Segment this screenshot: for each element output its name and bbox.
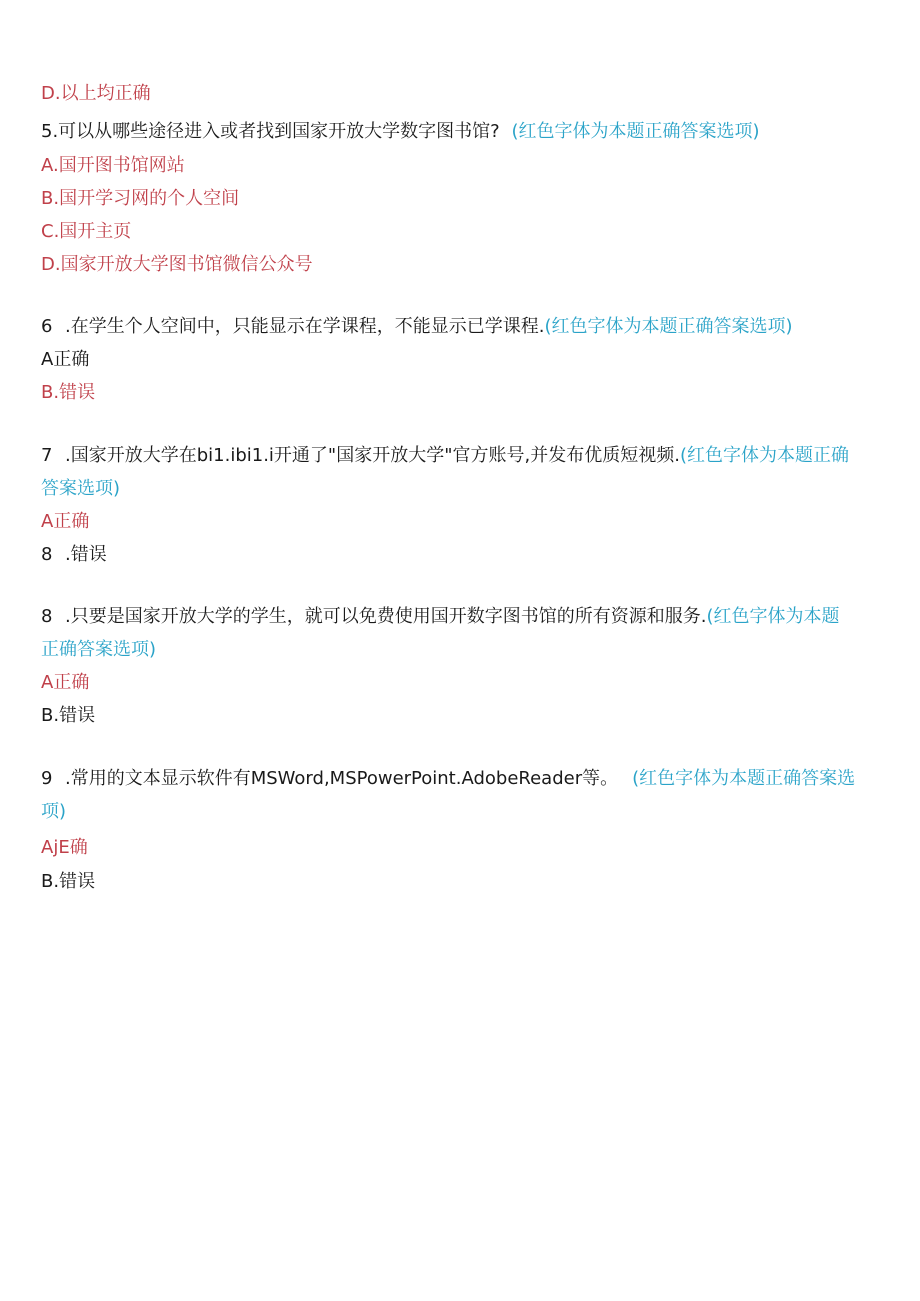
- q7-number: 7: [41, 445, 53, 466]
- q7-question: .国家开放大学在bi1.ibi1.i开通了"国家开放大学"官方账号,并发布优质短视频.: [65, 445, 680, 466]
- q9-hint-part1: (红色字体为本题正确答案选: [632, 768, 856, 789]
- q8-option-b: B.错误: [41, 705, 96, 726]
- q7-option-b-line: [41, 542, 107, 568]
- q9-question-line: [41, 766, 855, 792]
- q4-option-d: D.以上均正确: [41, 83, 151, 104]
- q7-question-line: [41, 443, 849, 469]
- q7-hint-part2: 答案选项): [41, 478, 121, 499]
- q9-number: 9: [41, 768, 53, 789]
- q5-option-c: C.国开主页: [41, 221, 132, 242]
- q9-question: .常用的文本显示软件有MSWord,MSPowerPoint.AdobeReader等。: [65, 768, 619, 789]
- q7-hint-part1: (红色字体为本题正确: [679, 445, 849, 466]
- q8-question: .只要是国家开放大学的学生，就可以免费使用国开数字图书馆的所有资源和服务.: [65, 606, 707, 627]
- q6-question: .在学生个人空间中，只能显示在学课程，不能显示已学课程.: [65, 316, 545, 337]
- q7-option-a: A正确: [41, 511, 90, 532]
- q7-option-b: .错误: [65, 544, 107, 565]
- q9-option-a: AjE确: [41, 837, 88, 858]
- q5-option-d: D.国家开放大学图书馆微信公众号: [41, 254, 313, 275]
- q5-hint: (红色字体为本题正确答案选项): [511, 121, 760, 142]
- q7-option-b-number: 8: [41, 544, 53, 565]
- q9-hint-part2: 项): [41, 801, 67, 822]
- q6-option-a: A正确: [41, 349, 90, 370]
- q5-question: 5.可以从哪些途径进入或者找到国家开放大学数字图书馆?: [41, 121, 500, 142]
- q8-hint-part2: 正确答案选项): [41, 639, 157, 660]
- q5-option-a: A.国开图书馆网站: [41, 155, 185, 176]
- q6-hint: (红色字体为本题正确答案选项): [544, 316, 793, 337]
- q9-option-b: B.错误: [41, 871, 96, 892]
- q8-question-line: [41, 604, 839, 630]
- q5-question-line: [41, 119, 760, 145]
- q8-hint-part1: (红色字体为本题: [706, 606, 840, 627]
- q6-question-line: [41, 314, 793, 340]
- q8-option-a: A正确: [41, 672, 90, 693]
- q5-option-b: B.国开学习网的个人空间: [41, 188, 240, 209]
- q8-number: 8: [41, 606, 53, 627]
- q6-option-b: B.错误: [41, 382, 96, 403]
- q6-number: 6: [41, 316, 53, 337]
